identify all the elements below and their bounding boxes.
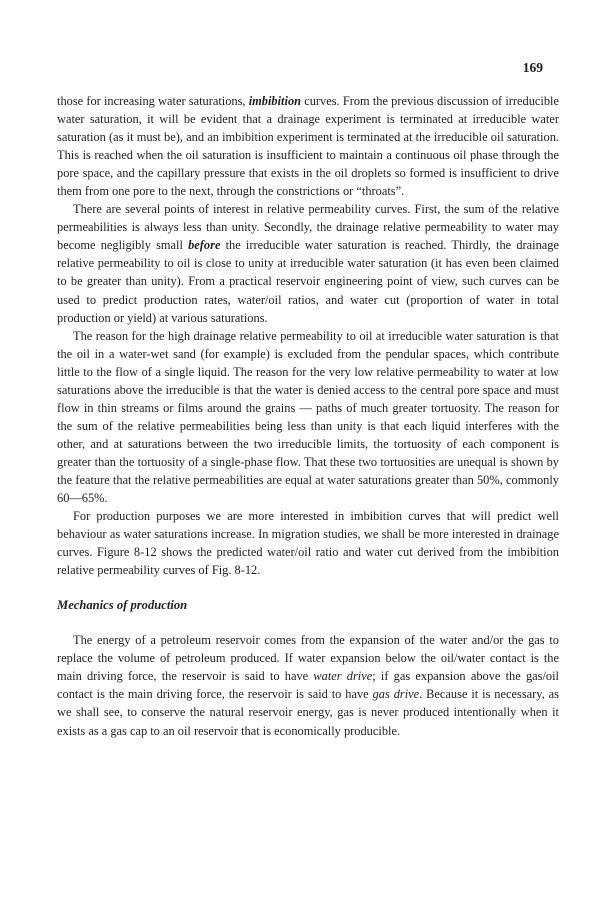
section-heading: Mechanics of production: [57, 598, 188, 613]
term-gas-drive: gas drive: [372, 687, 420, 702]
text-segment: ; if gas expansion above the gas/oil contact is the main driving force, the reservoir is said to have: [57, 669, 559, 702]
term-water-drive: water drive: [313, 669, 373, 684]
paragraph-reasons: [57, 327, 559, 507]
text-segment: The energy of a petroleum reservoir comes from the expansion of the water and/or the gas to replace the volume of petroleum produced. If water expansion below the oil/water contact is the main driving force, the reservoir is said to have: [57, 633, 559, 684]
emphasis-imbibition: imbibition: [248, 94, 302, 108]
body-text: [57, 92, 559, 740]
paragraph-reservoir-energy: [57, 631, 559, 739]
text-segment: There are several points of interest in relative permeability curves. First, the sum of the relative permeabilities is always less than unity. Secondly, the drainage relative permeability to water may become negligibly small: [57, 202, 559, 253]
paragraph-relperm-intro: [57, 92, 559, 200]
page-number: 169: [522, 60, 543, 75]
text-segment: The reason for the high drainage relative permeability to oil at irreducible water saturation is that the oil in a water-wet sand (for example) is excluded from the pendular spaces, which contribute little to the flow of a single liquid. The reason for the very low relative permeability to water at low saturations above the irreducible is that the water is denied access to the central pore space and must flow in thin streams or films around the grains — paths of much greater tortuosity. The reason for the sum of the relative permeabilities being less than unity is that each liquid interferes with the other, and at saturations between the two irreducible limits, the tortuosity of each component is greater than the tortuosity of a single-phase flow. That these two tortuosities are unequal is shown by the feature that the relative permeabilities are equal at water saturations greater than 50%, commonly 60—65%.: [57, 328, 559, 506]
emphasis-before: before: [188, 238, 221, 253]
text-segment: curves. From the previous discussion of irreducible water saturation, it will be evident that a drainage experiment is terminated at irreducible water saturation (as it must be), and an imbibition experiment is terminated at the irreducible oil saturation. This is reached when the oil saturation is insufficient to maintain a continuous oil phase through the pore space, and the capillary pressure that exists in the oil droplets so formed is insufficient to drive them from one pore to the next, through the constrictions or “throats”.: [57, 94, 559, 199]
text-segment: the irreducible water saturation is reached. Thirdly, the drainage relative permeability to oil is close to unity at irreducible water saturation (it has even been claimed to be greater than unity). From a practical reservoir engineering point of view, such curves can be used to predict production rates, water/oil ratios, and water cut (proportion of water in total production or yield) at various saturations.: [57, 238, 559, 325]
paragraph-production-purposes: [57, 507, 559, 579]
text-segment: . Because it is necessary, as we shall see, to conserve the natural reservoir energy, gas is never produced intentionally when it exists as a gas cap to an oil reservoir that is economically producible.: [57, 687, 559, 738]
text-segment: For production purposes we are more interested in imbibition curves that will predict well behaviour as water saturations increase. In migration studies, we shall be more interested in drainage curves. Figure 8-12 shows the predicted water/oil ratio and water cut derived from the imbibition relative permeability curves of Fig. 8-12.: [57, 509, 559, 578]
paragraph-points-of-interest: [57, 200, 559, 326]
text-segment: those for increasing water saturations,: [57, 94, 249, 108]
